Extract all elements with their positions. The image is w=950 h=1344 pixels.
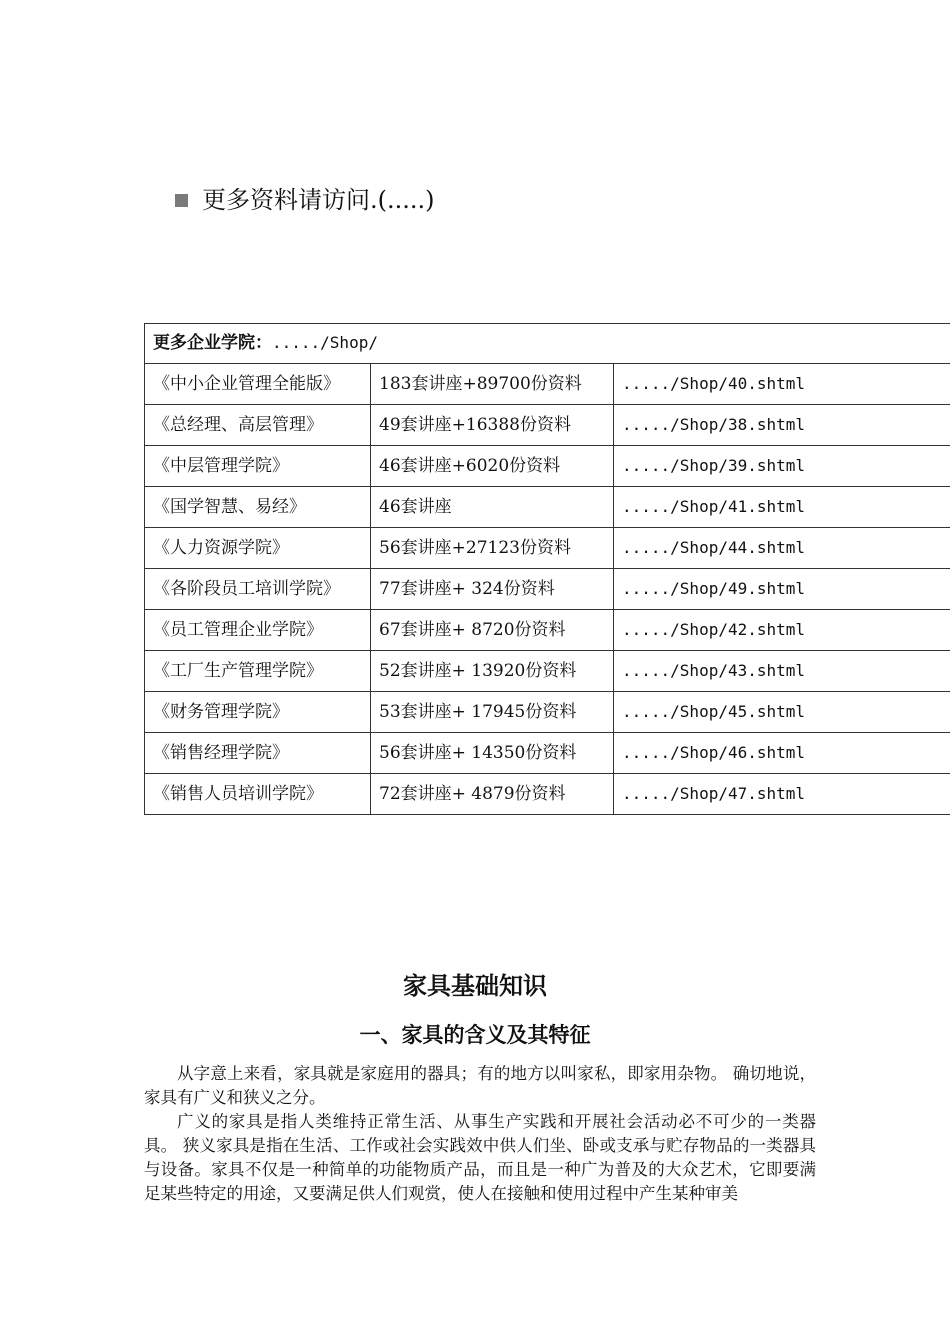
table-header-row bbox=[145, 324, 950, 364]
course-content-cell: 46套讲座+6020份资料 bbox=[371, 446, 614, 487]
table-row bbox=[145, 405, 950, 446]
course-url-cell[interactable]: ...../Shop/49.shtml bbox=[614, 569, 950, 610]
course-url-cell[interactable]: ...../Shop/43.shtml bbox=[614, 651, 950, 692]
course-content-cell: 56套讲座+27123份资料 bbox=[371, 528, 614, 569]
table-row bbox=[145, 364, 950, 405]
course-content-cell: 72套讲座+ 4879份资料 bbox=[371, 774, 614, 815]
course-name-cell: 《销售经理学院》 bbox=[145, 733, 371, 774]
table-row bbox=[145, 528, 950, 569]
course-name-cell: 《人力资源学院》 bbox=[145, 528, 371, 569]
table-row bbox=[145, 774, 950, 815]
paragraph: 从字意上来看，家具就是家庭用的器具；有的地方以叫家私，即家用杂物。 确切地说，家具有广义和狭义之分。 bbox=[144, 1064, 816, 1107]
table-row bbox=[145, 651, 950, 692]
document-title: 家具基础知识 bbox=[403, 972, 547, 1000]
course-name-cell: 《国学智慧、易经》 bbox=[145, 487, 371, 528]
header-label: 更多企业学院： bbox=[153, 333, 272, 353]
course-name-cell: 《财务管理学院》 bbox=[145, 692, 371, 733]
course-content-cell: 53套讲座+ 17945份资料 bbox=[371, 692, 614, 733]
course-name-cell: 《中层管理学院》 bbox=[145, 446, 371, 487]
course-content-cell: 77套讲座+ 324份资料 bbox=[371, 569, 614, 610]
table-row bbox=[145, 487, 950, 528]
notice-line bbox=[175, 183, 435, 217]
section-title: 一、家具的含义及其特征 bbox=[359, 1023, 591, 1047]
course-url-cell[interactable]: ...../Shop/42.shtml bbox=[614, 610, 950, 651]
course-url-cell[interactable]: ...../Shop/41.shtml bbox=[614, 487, 950, 528]
table-row bbox=[145, 446, 950, 487]
table-row bbox=[145, 569, 950, 610]
course-url-cell[interactable]: ...../Shop/45.shtml bbox=[614, 692, 950, 733]
course-url-cell[interactable]: ...../Shop/44.shtml bbox=[614, 528, 950, 569]
article-body bbox=[144, 1062, 816, 1206]
course-content-cell: 49套讲座+16388份资料 bbox=[371, 405, 614, 446]
course-content-cell: 67套讲座+ 8720份资料 bbox=[371, 610, 614, 651]
course-name-cell: 《中小企业管理全能版》 bbox=[145, 364, 371, 405]
course-url-cell[interactable]: ...../Shop/39.shtml bbox=[614, 446, 950, 487]
shop-table bbox=[144, 323, 950, 815]
header-url[interactable]: ...../Shop/ bbox=[272, 333, 378, 352]
course-content-cell: 46套讲座 bbox=[371, 487, 614, 528]
course-content-cell: 56套讲座+ 14350份资料 bbox=[371, 733, 614, 774]
course-name-cell: 《员工管理企业学院》 bbox=[145, 610, 371, 651]
table-row bbox=[145, 610, 950, 651]
course-content-cell: 52套讲座+ 13920份资料 bbox=[371, 651, 614, 692]
table-row bbox=[145, 692, 950, 733]
square-bullet-icon bbox=[175, 194, 188, 207]
course-name-cell: 《工厂生产管理学院》 bbox=[145, 651, 371, 692]
notice-text: 更多资料请访问.(.....) bbox=[202, 186, 435, 214]
course-url-cell[interactable]: ...../Shop/47.shtml bbox=[614, 774, 950, 815]
paragraph: 广义的家具是指人类维持正常生活、从事生产实践和开展社会活动必不可少的一类器具。 狭义家具是指在生活、工作或社会实践效中供人们坐、卧或支承与贮存物品的一类器具与设备。家具不仅是一种简单的功能物质产品，而且是一种广为普及的大众艺术，它即要满足某些特定的用途，又要满足供人们观赏，使人在接触和使用过程中产生某种审美 bbox=[144, 1112, 816, 1203]
table-row bbox=[145, 733, 950, 774]
course-name-cell: 《销售人员培训学院》 bbox=[145, 774, 371, 815]
course-url-cell[interactable]: ...../Shop/46.shtml bbox=[614, 733, 950, 774]
course-name-cell: 《各阶段员工培训学院》 bbox=[145, 569, 371, 610]
course-content-cell: 183套讲座+89700份资料 bbox=[371, 364, 614, 405]
course-name-cell: 《总经理、高层管理》 bbox=[145, 405, 371, 446]
table-header-cell bbox=[145, 324, 950, 364]
course-url-cell[interactable]: ...../Shop/40.shtml bbox=[614, 364, 950, 405]
course-url-cell[interactable]: ...../Shop/38.shtml bbox=[614, 405, 950, 446]
